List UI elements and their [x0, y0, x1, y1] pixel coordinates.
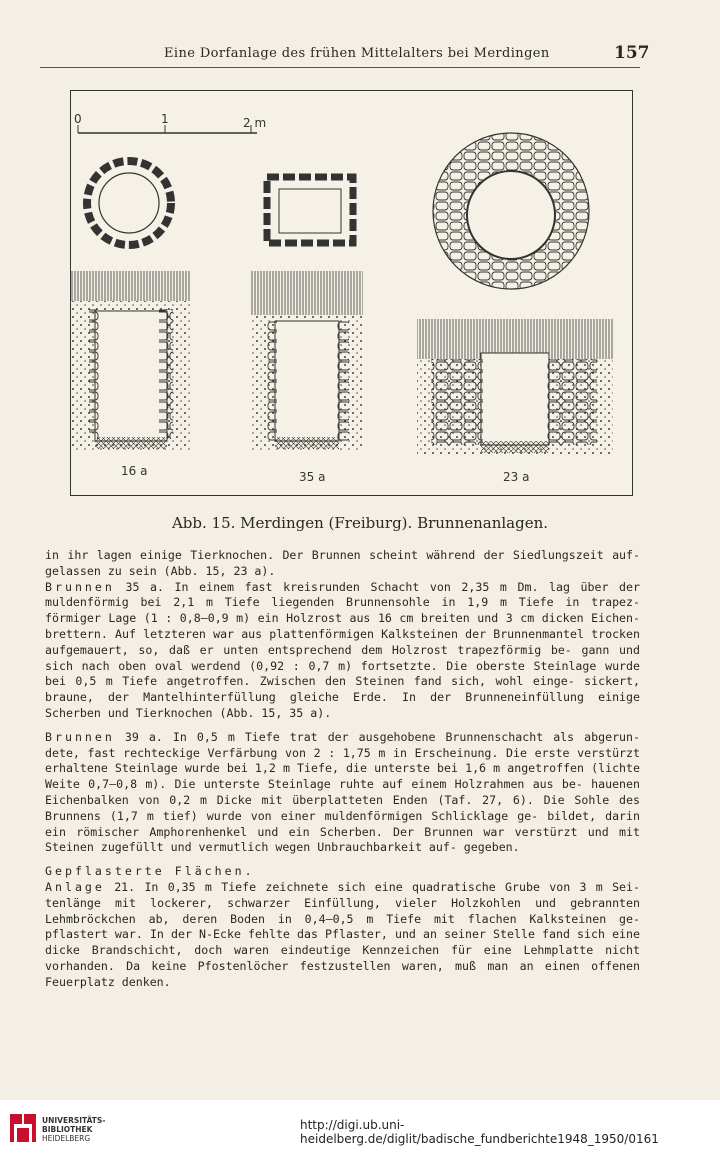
paragraph-4-text: 21. In 0,35 m Tiefe zeichnete sich eine quadratische Grube von 3 m Sei- tenlänge mit lockerer, schwarzer Einfüllung, vieler Holzkohlen und gebrannten Lehmbröckchen ab, deren Boden in 0,4—0,5 m Tiefe mit flachen Kalksteinen ge- pflastert war. In der N-Ecke fehlte das Pflaster, und an seiner Stelle fand sich eine dicke Brandschicht, doch waren eindeutige Kennzeichen für eine Lehmplatte nicht vorhanden. Da keine Pfostenlöcher festzustellen waren, muß man an einen offenen Feuerplatz denken.	[45, 879, 640, 989]
scale-label-0: 0	[74, 112, 82, 126]
label-23a: 23 a	[503, 470, 530, 484]
library-line-3: HEIDELBERG	[42, 1134, 91, 1143]
figure-caption: Abb. 15. Merdingen (Freiburg). Brunnenanlagen.	[171, 514, 549, 532]
section-heading: Gepflasterte Flächen.	[45, 864, 255, 879]
paragraph-1: in ihr lagen einige Tierknochen. Der Brunnen scheint während der Siedlungszeit auf- gelassen zu sein (Abb. 15, 23 a).	[45, 548, 640, 578]
footer-bar	[0, 1100, 720, 1156]
running-title: Eine Dorfanlage des frühen Mittelalters bei Merdingen	[164, 46, 550, 61]
page-number: 157	[614, 43, 650, 63]
well-23a-plan	[433, 133, 589, 289]
well-16a-plan	[87, 161, 171, 245]
library-logo-icon	[8, 1110, 38, 1146]
label-35a: 35 a	[299, 470, 326, 484]
source-url-link[interactable]: http://digi.ub.uni-heidelberg.de/diglit/badische_fundberichte1948_1950/0161	[300, 1118, 659, 1146]
well-16a-section	[71, 271, 191, 478]
body-text	[45, 548, 640, 991]
paragraph-2	[45, 580, 640, 722]
library-name	[42, 1116, 105, 1143]
paragraph-2-head: Brunnen	[45, 579, 115, 594]
scale-label-2: 2 m	[243, 116, 267, 130]
well-35a-section	[251, 271, 363, 484]
scale-bar	[74, 112, 266, 133]
well-35a-plan	[267, 177, 353, 243]
library-line-1: UNIVERSITÄTS-	[42, 1116, 106, 1125]
paragraph-3-head: Brunnen	[45, 729, 115, 744]
scale-label-1: 1	[161, 112, 169, 126]
paragraph-4	[45, 880, 640, 991]
well-23a-section	[417, 319, 613, 484]
label-16a: 16 a	[121, 464, 148, 478]
well-drawings-svg	[71, 91, 634, 497]
header-rule	[40, 67, 640, 68]
library-line-2: BIBLIOTHEK	[42, 1125, 93, 1134]
figure-well-drawings	[70, 90, 633, 496]
paragraph-2-text: 35 a. In einem fast kreisrunden Schacht von 2,35 m Dm. lag über der muldenförmig bei 2,1 m Tiefe liegenden Brunnensohle in 1,9 m Tiefe in trapez- förmiger Lage (1 : 0,8—0,9 m) ein Holzrost aus 16 cm breiten und 3 cm dicken Eichen- brettern. Auf letzteren war aus plattenförmigen Kalksteinen der Brunnenmantel trocken aufgemauert, so, daß er unten entsprechend dem Holzrost trapezförmig be- gann und sich nach oben oval werdend (0,92 : 0,7 m) fortsetzte. Die oberste Steinlage wurde bei 0,5 m Tiefe angetroffen. Zwischen den Steinen fand sich, wohl einge- sickert, braune, der Mantelhinterfüllung gleiche Erde. In der Brunneneinfüllung einige Scherben und Tierknochen (Abb. 15, 35 a).	[45, 579, 640, 720]
paragraph-3	[45, 730, 640, 856]
paragraph-3-text: 39 a. In 0,5 m Tiefe trat der ausgehobene Brunnenschacht als abgerun- dete, fast rechteckige Verfärbung von 2 : 1,75 m in Erscheinung. Die erste verstürzt erhaltene Steinlage wurde bei 1,2 m Tiefe, die unterste bei 1,6 m angetroffen (lichte Weite 0,7—0,8 m). Die unterste Steinlage ruhte auf einem Holzrahmen aus be- hauenen Eichenbalken von 0,2 m Dicke mit überplatteten Enden (Taf. 27, 6). Die Sohle des Brunnens (1,7 m tief) wurde von einer muldenförmigen Schlicklage ge- bildet, darin ein römischer Amphorenhenkel und ein Scherben. Der Brunnen war verstürzt und mit Steinen zugefüllt und vermutlich wegen Unbrauchbarkeit auf- gegeben.	[45, 729, 641, 855]
paragraph-4-head: Anlage	[45, 879, 105, 894]
